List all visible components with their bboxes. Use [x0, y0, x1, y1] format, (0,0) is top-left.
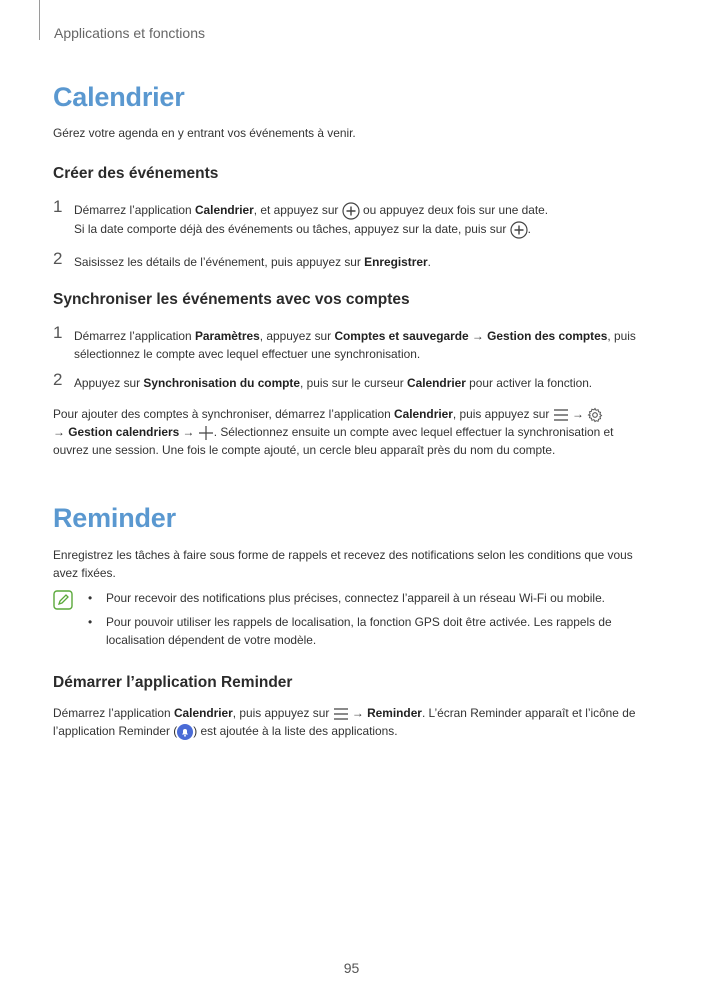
sync-heading: Synchroniser les événements avec vos comptes	[53, 291, 410, 308]
add-circle-icon	[510, 221, 528, 239]
reminder-intro: Enregistrez les tâches à faire sous forme de rappels et recevez des notifications selon les conditions que vous avez fixées.	[53, 548, 633, 580]
start-reminder-paragraph: Démarrez l’application Calendrier, puis appuyez sur → Reminder. L’écran Reminder apparaît et l’icône de l’application Reminder ( ) est ajoutée à la liste des applications.	[53, 706, 636, 738]
note-pencil-icon	[53, 590, 73, 610]
list-item: • Pour pouvoir utiliser les rappels de localisation, la fonction GPS doit être activée. Les rappels de localisation dépendent de votre modèle.	[88, 615, 612, 647]
gear-icon	[587, 407, 603, 423]
calendrier-intro: Gérez votre agenda en y entrant vos événements à venir.	[53, 126, 356, 140]
menu-icon	[333, 707, 349, 721]
reminder-bell-icon	[177, 724, 193, 740]
start-reminder-heading: Démarrer l’application Reminder	[53, 674, 293, 691]
notes-list	[88, 589, 648, 649]
plus-icon	[198, 425, 214, 441]
step-number: 2	[53, 370, 63, 389]
header-divider	[39, 0, 40, 40]
step-number: 1	[53, 323, 63, 342]
list-item: • Pour recevoir des notifications plus précises, connectez l’appareil à un réseau Wi-Fi ou mobile.	[88, 591, 605, 605]
sync-paragraph: Pour ajouter des comptes à synchroniser, démarrez l’application Calendrier, puis appuyez sur → → Gestion calendriers → . Sélectionnez ensuite un compte avec lequel effectuer la synchronisation et ouvrez une session. Une fois le compte ajouté, un cercle bleu apparaît près du nom du compte.	[53, 407, 614, 457]
reminder-title: Reminder	[53, 503, 176, 533]
calendrier-title: Calendrier	[53, 82, 185, 112]
section-header: Applications et fonctions	[54, 25, 205, 41]
step-number: 2	[53, 249, 63, 268]
menu-icon	[553, 408, 569, 422]
page-number: 95	[343, 960, 360, 976]
create-events-heading: Créer des événements	[53, 165, 219, 182]
step-number: 1	[53, 197, 63, 216]
add-circle-icon	[342, 202, 360, 220]
